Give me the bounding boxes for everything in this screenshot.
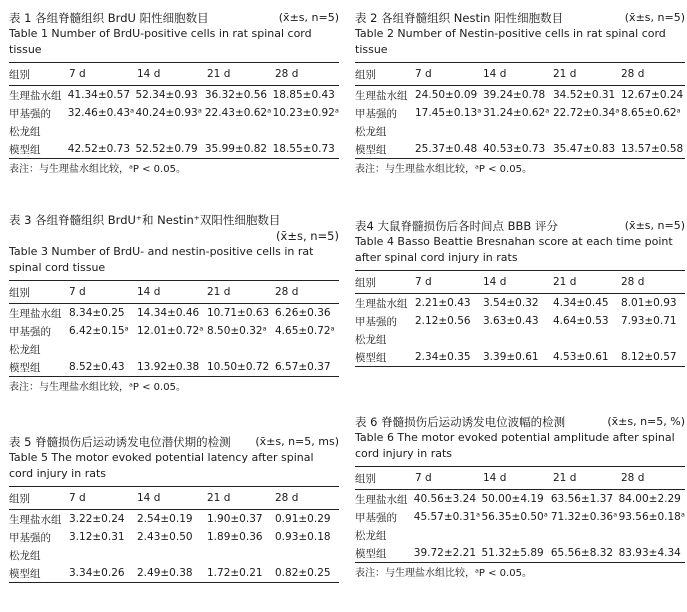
table6-header-cell: 28 d — [621, 472, 645, 484]
table-cell — [619, 526, 685, 544]
table5-title-cn: 表 5 脊髓损伤后运动诱发电位潜伏期的检测 — [9, 435, 231, 449]
table-cell: 56.35±0.50ᵃ — [481, 511, 548, 523]
table3-stat: (x̄±s, n=5) — [276, 229, 339, 243]
table-cell: 25.37±0.48 — [415, 143, 478, 155]
table-cell: 40.56±3.24 — [413, 493, 477, 505]
table5-body — [9, 510, 339, 582]
table4-caption — [355, 218, 685, 234]
table4-title-en: Table 4 Basso Beattie Bresnahan score at each time point after spinal cord injury in rats — [355, 235, 673, 264]
table-cell: 生理盐水组 — [355, 89, 408, 102]
table-cell — [275, 546, 339, 564]
table-cell: 40.53±0.73 — [483, 143, 546, 155]
table-cell: 松龙组 — [9, 125, 41, 138]
table-row — [355, 526, 685, 544]
table-cell: 3.39±0.61 — [483, 351, 539, 363]
table4-header-cell: 组别 — [355, 276, 376, 289]
table2-header-cell: 21 d — [553, 68, 577, 80]
table6-bottom-rule — [355, 562, 685, 563]
table-row — [355, 508, 685, 526]
table-cell: 模型组 — [355, 351, 387, 364]
table-cell: 1.90±0.37 — [207, 513, 263, 525]
table-cell: 模型组 — [355, 547, 387, 560]
table3-body — [9, 304, 339, 376]
table-cell: 4.34±0.45 — [553, 297, 609, 309]
table1-block — [9, 10, 339, 177]
table-cell: 13.92±0.38 — [137, 361, 200, 373]
table3-header-cell: 14 d — [137, 286, 161, 298]
table3-header-cell: 28 d — [275, 286, 299, 298]
table-cell: 2.34±0.35 — [415, 351, 471, 363]
table-cell: 10.50±0.72 — [207, 361, 270, 373]
table-row — [9, 304, 339, 322]
table2-block — [355, 10, 685, 177]
table-cell: 甲基强的 — [9, 531, 51, 544]
table-cell: 2.49±0.38 — [137, 567, 193, 579]
table3-note: 表注：与生理盐水组比较，ᵃP < 0.05。 — [9, 382, 186, 393]
table4 — [355, 271, 685, 293]
table-cell: 41.34±0.57 — [67, 89, 131, 101]
table-cell: 8.50±0.32ᵃ — [207, 325, 267, 337]
table-cell: 松龙组 — [9, 549, 41, 562]
table6-title-cn: 表 6 脊髓损伤后运动诱发电位波幅的检测 — [355, 415, 566, 429]
table4-header-cell: 21 d — [553, 276, 577, 288]
table-cell — [481, 526, 550, 544]
table2-caption — [355, 10, 685, 26]
table-cell: 2.21±0.43 — [415, 297, 471, 309]
table-cell: 甲基强的 — [355, 315, 397, 328]
table5 — [9, 487, 339, 509]
table5-header-cell: 28 d — [275, 492, 299, 504]
table-row — [9, 122, 339, 140]
table-row — [9, 528, 339, 546]
table-cell: 生理盐水组 — [355, 493, 408, 506]
table4-body — [355, 294, 685, 366]
table-cell: 84.00±2.29 — [618, 493, 681, 505]
table-cell — [273, 122, 339, 140]
table-cell: 50.00±4.19 — [481, 493, 544, 505]
table-cell — [207, 546, 275, 564]
table-row — [355, 104, 685, 122]
table-cell: 生理盐水组 — [9, 513, 62, 526]
table4-block — [355, 218, 685, 367]
table5-title-en: Table 5 The motor evoked potential latency after spinal cord injury in rats — [9, 451, 314, 480]
table-cell — [68, 122, 136, 140]
table1-bottom-rule — [9, 158, 339, 159]
table-row — [355, 140, 685, 158]
table-cell: 51.32±5.89 — [481, 547, 544, 559]
table-cell — [483, 122, 553, 140]
table-cell: 93.56±0.18ᵃ — [618, 511, 685, 523]
table-cell: 2.54±0.19 — [137, 513, 193, 525]
table-row — [9, 322, 339, 340]
table1-header-row — [9, 63, 339, 85]
table6-stat: (x̄±s, n=5, %) — [607, 415, 685, 428]
table-cell: 模型组 — [9, 361, 41, 374]
table2-bottom-rule — [355, 158, 685, 159]
table-cell: 22.72±0.34ᵃ — [553, 107, 620, 119]
table-cell: 生理盐水组 — [9, 307, 62, 320]
table3 — [9, 281, 339, 303]
table3-title-cn: 表 3 各组脊髓组织 BrdU⁺和 Nestin⁺双阳性细胞数目 — [9, 213, 281, 227]
table-row — [9, 564, 339, 582]
table-row — [355, 294, 685, 312]
table3-header-row — [9, 281, 339, 303]
table-cell: 10.71±0.63 — [207, 307, 270, 319]
table4-header-row — [355, 271, 685, 293]
table-cell — [69, 340, 137, 358]
table3-bottom-rule — [9, 376, 339, 377]
table-cell: 松龙组 — [355, 333, 387, 346]
table6-header-cell: 7 d — [415, 472, 432, 484]
table3-header-cell: 21 d — [207, 286, 231, 298]
table-cell: 42.52±0.73 — [67, 143, 131, 155]
table-cell: 0.91±0.29 — [275, 513, 331, 525]
table1-body — [9, 86, 339, 158]
table-cell: 松龙组 — [9, 343, 41, 356]
table-row — [9, 104, 339, 122]
table-cell — [275, 340, 339, 358]
table-row — [9, 340, 339, 358]
table-cell: 34.52±0.31 — [553, 89, 616, 101]
table4-title-cn: 表4 大鼠脊髓损伤后各时间点 BBB 评分 — [355, 219, 558, 233]
table-cell: 3.63±0.43 — [483, 315, 539, 327]
table-cell: 2.43±0.50 — [137, 531, 193, 543]
table-row — [355, 490, 685, 508]
table5-caption — [9, 434, 339, 450]
table-cell: 8.12±0.57 — [621, 351, 677, 363]
table6-header-cell: 14 d — [483, 472, 507, 484]
table-cell: 71.32±0.36ᵃ — [550, 511, 618, 523]
table-cell: 32.46±0.43ᵃ — [67, 107, 135, 119]
table2-header-cell: 14 d — [483, 68, 507, 80]
table2-stat: (x̄±s, n=5) — [624, 11, 685, 24]
table-row — [9, 510, 339, 528]
table-cell: 3.34±0.26 — [69, 567, 125, 579]
table1-header-cell: 14 d — [137, 68, 161, 80]
table5-header-cell: 14 d — [137, 492, 161, 504]
table1-title-en: Table 1 Number of BrdU-positive cells in rat spinal cord tissue — [9, 27, 312, 56]
table4-stat: (x̄±s, n=5) — [624, 219, 685, 232]
table-cell — [135, 122, 204, 140]
table-cell: 甲基强的 — [9, 325, 51, 338]
table-cell: 13.57±0.58 — [621, 143, 684, 155]
table-cell — [205, 122, 273, 140]
table6-header-cell: 21 d — [553, 472, 577, 484]
table-cell — [553, 330, 621, 348]
table-cell: 6.26±0.36 — [275, 307, 331, 319]
table-row — [355, 330, 685, 348]
table-cell: 22.43±0.62ᵃ — [204, 107, 272, 119]
table5-header-row — [9, 487, 339, 509]
table1-header-cell: 7 d — [69, 68, 86, 80]
table-cell: 83.93±4.34 — [618, 547, 681, 559]
table-row — [9, 546, 339, 564]
table2 — [355, 63, 685, 85]
table-cell — [621, 330, 685, 348]
table4-header-cell: 28 d — [621, 276, 645, 288]
table-cell: 模型组 — [9, 567, 41, 580]
table4-bottom-rule — [355, 366, 685, 367]
table2-header-row — [355, 63, 685, 85]
table-row — [9, 358, 339, 376]
table3-title-en: Table 3 Number of BrdU- and nestin-positive cells in rat spinal cord tissue — [9, 245, 314, 274]
table-row — [355, 86, 685, 104]
table-row — [355, 348, 685, 366]
table-cell — [553, 122, 621, 140]
table5-bottom-rule — [9, 582, 339, 583]
table-cell: 甲基强的 — [355, 107, 397, 120]
table-cell: 松龙组 — [355, 125, 387, 138]
table3-header-cell: 7 d — [69, 286, 86, 298]
table-cell: 18.55±0.73 — [272, 143, 335, 155]
table-cell: 12.01±0.72ᵃ — [137, 325, 204, 337]
table2-title-en: Table 2 Number of Nestin-positive cells in rat spinal cord tissue — [355, 27, 666, 56]
table-cell — [621, 122, 685, 140]
table4-header-cell: 14 d — [483, 276, 507, 288]
table6-title-en: Table 6 The motor evoked potential amplitude after spinal cord injury in rats — [355, 431, 675, 460]
table-cell — [137, 546, 207, 564]
table-cell: 35.47±0.83 — [553, 143, 616, 155]
table-cell: 8.52±0.43 — [69, 361, 125, 373]
table-cell — [415, 122, 483, 140]
table-cell: 8.01±0.93 — [621, 297, 677, 309]
table5-header-cell: 组别 — [9, 492, 30, 505]
table-cell: 18.85±0.43 — [272, 89, 335, 101]
table-row — [9, 140, 339, 158]
table-cell: 40.24±0.93ᵃ — [135, 107, 202, 119]
table-cell — [483, 330, 553, 348]
table3-block — [9, 212, 339, 395]
table-cell: 1.89±0.36 — [207, 531, 263, 543]
table-cell: 甲基强的 — [9, 107, 51, 120]
table-cell: 4.64±0.53 — [553, 315, 609, 327]
table2-note: 表注：与生理盐水组比较，ᵃP < 0.05。 — [355, 164, 532, 175]
table-cell: 52.52±0.79 — [135, 143, 198, 155]
table-cell — [551, 526, 619, 544]
table6-body — [355, 490, 685, 562]
table-cell: 3.12±0.31 — [69, 531, 125, 543]
table2-header-cell: 28 d — [621, 68, 645, 80]
table-row — [355, 312, 685, 330]
table-row — [355, 544, 685, 562]
table1-note: 表注：与生理盐水组比较，ᵃP < 0.05。 — [9, 164, 186, 175]
table-cell — [69, 546, 137, 564]
table3-header-cell: 组别 — [9, 286, 30, 299]
table-cell — [414, 526, 482, 544]
table6-note: 表注：与生理盐水组比较，ᵃP < 0.05。 — [355, 568, 532, 579]
table6-caption — [355, 414, 685, 430]
table-cell: 65.56±8.32 — [550, 547, 614, 559]
table-cell: 8.65±0.62ᵃ — [621, 107, 681, 119]
table-cell: 1.72±0.21 — [207, 567, 263, 579]
table-cell: 3.54±0.32 — [483, 297, 539, 309]
table-cell: 35.99±0.82 — [204, 143, 268, 155]
table-cell: 36.32±0.56 — [204, 89, 268, 101]
table-cell: 7.93±0.71 — [621, 315, 677, 327]
table1-stat: (x̄±s, n=5) — [278, 11, 339, 24]
table-row — [355, 122, 685, 140]
table1-caption — [9, 10, 339, 26]
table1-title-cn: 表 1 各组脊髓组织 BrdU 阳性细胞数目 — [9, 11, 209, 25]
table6 — [355, 467, 685, 489]
table5-header-cell: 21 d — [207, 492, 231, 504]
table-cell: 模型组 — [355, 143, 387, 156]
table-cell: 生理盐水组 — [355, 297, 408, 310]
table-cell — [415, 330, 483, 348]
table-cell: 4.65±0.72ᵃ — [275, 325, 335, 337]
table-cell: 生理盐水组 — [9, 89, 62, 102]
table-cell: 6.42±0.15ᵃ — [69, 325, 129, 337]
table1-header-cell: 21 d — [207, 68, 231, 80]
table6-header-row — [355, 467, 685, 489]
table-cell: 14.34±0.46 — [137, 307, 200, 319]
table4-header-cell: 7 d — [415, 276, 432, 288]
table5-stat: (x̄±s, n=5, ms) — [255, 435, 339, 448]
table-cell: 模型组 — [9, 143, 41, 156]
table1-header-cell: 28 d — [275, 68, 299, 80]
table-cell: 45.57±0.31ᵃ — [413, 511, 481, 523]
table-cell: 0.82±0.25 — [275, 567, 331, 579]
table-cell: 24.50±0.09 — [415, 89, 478, 101]
table-cell: 3.22±0.24 — [69, 513, 125, 525]
table-cell: 10.23±0.92ᵃ — [272, 107, 339, 119]
table6-block — [355, 414, 685, 581]
table-cell: 12.67±0.24 — [621, 89, 684, 101]
table-cell: 39.24±0.78 — [483, 89, 546, 101]
table-cell: 2.12±0.56 — [415, 315, 471, 327]
table-cell: 8.34±0.25 — [69, 307, 125, 319]
table-cell: 52.34±0.93 — [135, 89, 198, 101]
table2-title-cn: 表 2 各组脊髓组织 Nestin 阳性细胞数目 — [355, 11, 564, 25]
table1 — [9, 63, 339, 85]
table-cell: 4.53±0.61 — [553, 351, 609, 363]
table1-header-cell: 组别 — [9, 68, 30, 81]
table-cell: 0.93±0.18 — [275, 531, 331, 543]
table-cell: 39.72±2.21 — [413, 547, 477, 559]
table-cell — [137, 340, 207, 358]
table5-header-cell: 7 d — [69, 492, 86, 504]
table6-header-cell: 组别 — [355, 472, 376, 485]
table-cell: 甲基强的 — [355, 511, 397, 524]
table-row — [9, 86, 339, 104]
table-cell: 6.57±0.37 — [275, 361, 331, 373]
table-cell — [207, 340, 275, 358]
table-cell: 31.24±0.62ᵃ — [483, 107, 550, 119]
table-cell: 63.56±1.37 — [550, 493, 614, 505]
table2-header-cell: 7 d — [415, 68, 432, 80]
table-cell: 17.45±0.13ᵃ — [415, 107, 482, 119]
table5-block — [9, 434, 339, 583]
table2-header-cell: 组别 — [355, 68, 376, 81]
table2-body — [355, 86, 685, 158]
table-cell: 松龙组 — [355, 529, 387, 542]
